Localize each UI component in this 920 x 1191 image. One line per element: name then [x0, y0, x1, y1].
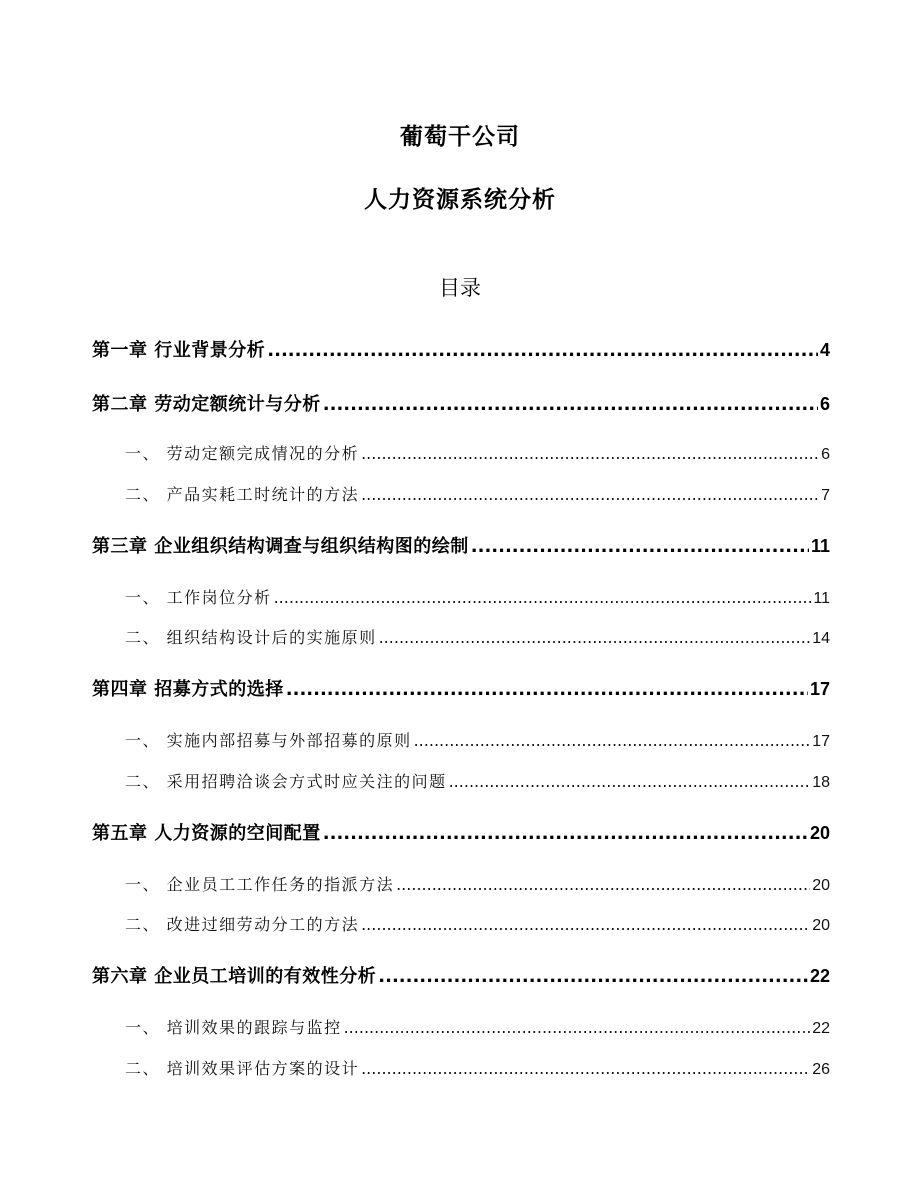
toc-entry-label: 第三章 企业组织结构调查与组织结构图的绘制 [92, 536, 469, 557]
toc-entry-label: 第四章 招募方式的选择 [92, 679, 284, 700]
toc-entry-section-3-1[interactable] [92, 585, 830, 608]
toc-dot-leader [361, 485, 819, 504]
toc-entry-chapter-6[interactable] [92, 962, 830, 988]
toc-page-number: 20 [812, 917, 830, 934]
toc-entry-chapter-2[interactable] [92, 390, 830, 416]
toc-page-number: 14 [812, 630, 830, 647]
toc-entry-label: 第六章 企业员工培训的有效性分析 [92, 966, 377, 987]
toc-page-number: 17 [809, 679, 830, 699]
company-title: 葡萄干公司 [400, 124, 520, 150]
toc-entry-label: 二、 改进过细劳动分工的方法 [125, 915, 360, 934]
toc-page-number: 6 [821, 446, 830, 463]
toc-dot-leader [274, 588, 812, 607]
toc-entry-label: 第二章 劳动定额统计与分析 [92, 394, 321, 415]
toc-page-number: 7 [821, 487, 830, 504]
toc-dot-leader [323, 823, 808, 844]
toc-entry-section-6-1[interactable] [92, 1015, 830, 1038]
toc-page-number: 26 [812, 1061, 830, 1078]
toc-entry-label: 一、 工作岗位分析 [125, 588, 272, 607]
toc-entry-section-5-1[interactable] [92, 872, 830, 895]
toc-dot-leader [323, 394, 818, 415]
toc-entry-section-5-2[interactable] [92, 912, 830, 935]
toc-entry-section-2-1[interactable] [92, 441, 830, 464]
toc-dot-leader [378, 966, 808, 987]
toc-page-number: 22 [809, 966, 830, 986]
toc-dot-leader [361, 444, 819, 463]
toc-entry-label: 二、 采用招聘洽谈会方式时应关注的问题 [125, 772, 447, 791]
toc-entry-label: 第一章 行业背景分析 [92, 340, 266, 361]
toc-dot-leader [286, 679, 808, 700]
toc-entry-label: 二、 组织结构设计后的实施原则 [125, 628, 377, 647]
toc-entry-section-2-2[interactable] [92, 482, 830, 505]
toc-entry-label: 二、 产品实耗工时统计的方法 [125, 485, 360, 504]
toc-entry-section-4-2[interactable] [92, 769, 830, 792]
toc-dot-leader [414, 731, 811, 750]
toc-entry-label: 一、 劳动定额完成情况的分析 [125, 444, 360, 463]
toc-entry-label: 一、 培训效果的跟踪与监控 [125, 1018, 342, 1037]
toc-entry-chapter-5[interactable] [92, 819, 830, 845]
toc-page-number: 18 [812, 774, 830, 791]
toc-entry-section-3-2[interactable] [92, 625, 830, 648]
toc-dot-leader [449, 772, 811, 791]
toc-dot-leader [396, 875, 810, 894]
toc-dot-leader [361, 1059, 810, 1078]
toc-entry-label: 二、 培训效果评估方案的设计 [125, 1059, 360, 1078]
toc-dot-leader [379, 628, 811, 647]
toc-dot-leader [471, 536, 809, 557]
toc-page-number: 11 [810, 536, 830, 556]
toc-entry-chapter-1[interactable] [92, 336, 830, 362]
toc-page-number: 11 [813, 590, 830, 607]
toc-page-number: 22 [812, 1020, 830, 1037]
toc-entry-chapter-4[interactable] [92, 675, 830, 701]
toc-entry-label: 第五章 人力资源的空间配置 [92, 823, 321, 844]
toc-dot-leader [344, 1018, 811, 1037]
toc-page-number: 17 [812, 733, 830, 750]
toc-entry-label: 一、 实施内部招募与外部招募的原则 [125, 731, 412, 750]
toc-entry-chapter-3[interactable] [92, 532, 830, 558]
toc-page-number: 20 [809, 823, 830, 843]
toc-page-number: 4 [819, 340, 830, 360]
toc-dot-leader [267, 340, 818, 361]
toc-dot-leader [361, 915, 810, 934]
toc-entry-section-4-1[interactable] [92, 728, 830, 751]
toc-heading: 目录 [439, 276, 481, 300]
toc-page-number: 20 [812, 877, 830, 894]
toc-entry-section-6-2[interactable] [92, 1056, 830, 1079]
toc-page-number: 6 [819, 394, 830, 414]
toc-entry-label: 一、 企业员工工作任务的指派方法 [125, 875, 395, 894]
document-title: 人力资源系统分析 [364, 187, 556, 213]
